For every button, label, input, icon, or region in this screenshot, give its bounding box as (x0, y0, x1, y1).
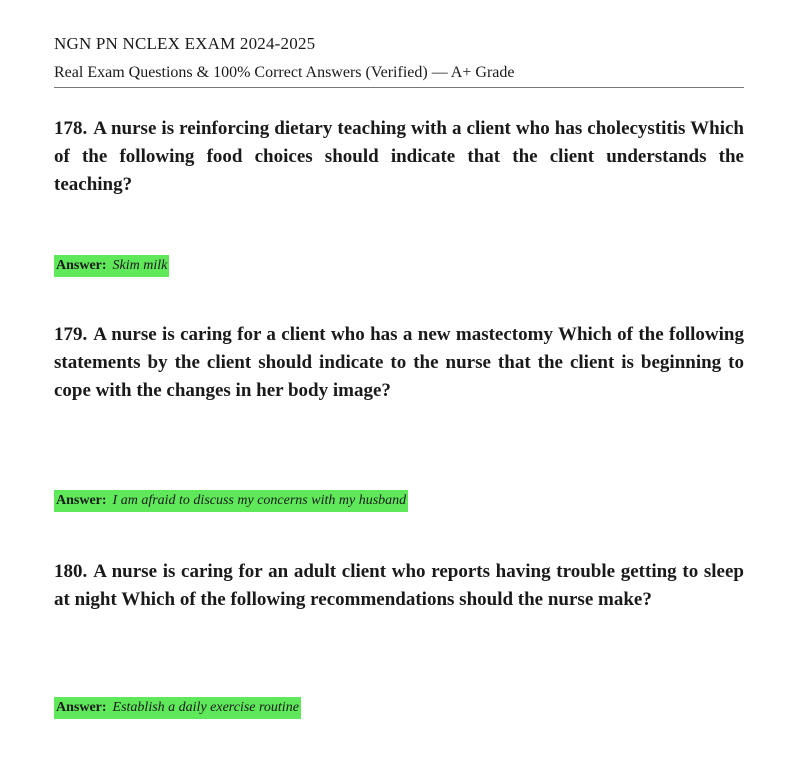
question-179 (54, 321, 744, 405)
answer-179 (54, 490, 408, 512)
question-178 (54, 115, 744, 199)
question-text: A nurse is reinforcing dietary teaching with a client who has cholecystitis Which of the following food choices should indicate that the client understands the teaching? (54, 118, 744, 195)
question-180 (54, 558, 744, 614)
answer-label: Answer: (56, 258, 107, 273)
answer-label: Answer: (56, 493, 107, 508)
question-number: 180. (54, 561, 88, 582)
document-subtitle: Real Exam Questions & 100% Correct Answers (Verified) — A+ Grade (54, 64, 515, 81)
answer-text: Skim milk (112, 258, 168, 273)
question-text: A nurse is caring for an adult client who reports having trouble getting to sleep at night Which of the following recommendations should the nurse make? (54, 561, 744, 610)
question-number: 179. (54, 324, 88, 345)
answer-180 (54, 697, 301, 719)
answer-text: I am afraid to discuss my concerns with my husband (112, 493, 407, 508)
answer-label: Answer: (56, 700, 107, 715)
answer-text: Establish a daily exercise routine (112, 700, 299, 715)
document-title: NGN PN NCLEX EXAM 2024-2025 (54, 34, 316, 53)
answer-178 (54, 255, 169, 277)
question-number: 178. (54, 118, 88, 139)
question-text: A nurse is caring for a client who has a new mastectomy Which of the following statements by the client should indicate to the nurse that the client is beginning to cope with the changes in her body image? (54, 324, 744, 401)
header-divider (54, 87, 744, 88)
